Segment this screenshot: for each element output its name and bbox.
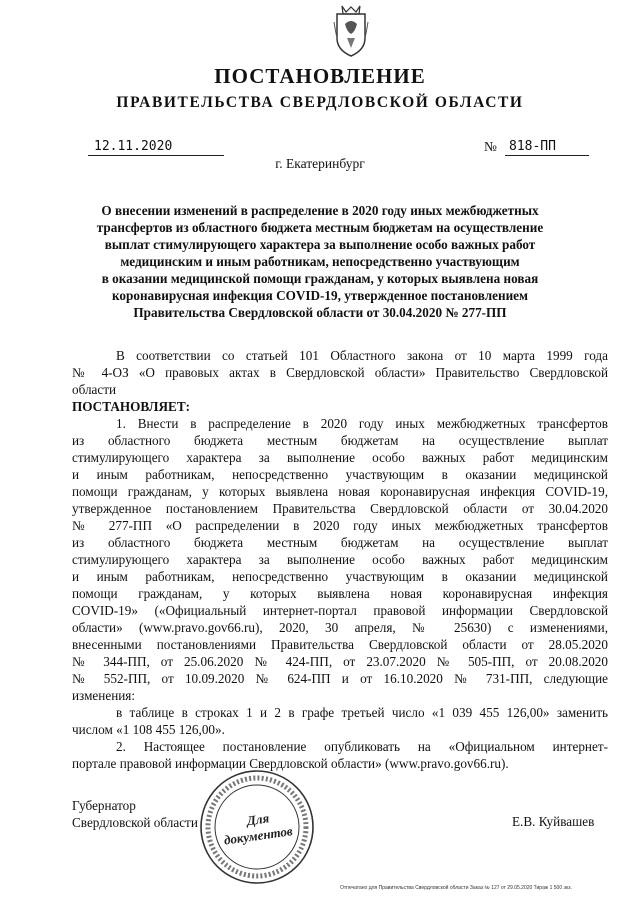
body-line: в таблице в строках 1 и 2 в графе третьей число «1 039 455 126,00» заменить: [116, 705, 608, 720]
body-line: 2. Настоящее постановление опубликовать на «Официальном интернет-: [116, 739, 608, 754]
heading-line: медицинским и иным работникам, непосредственно участвующим: [120, 254, 520, 269]
signatory-position-region: Свердловской области: [72, 815, 198, 830]
body-line: В соответствии со статьей 101 Областного закона от 10 марта 1999 года: [116, 348, 608, 363]
body-line: портале правовой информации Свердловской области» (www.pravo.gov66.ru).: [72, 756, 509, 771]
heading-line: в оказании медицинской помощи гражданам, у которых выявлена новая: [101, 271, 539, 286]
body-line: № 277-ПП «О распределении в 2020 году иных межбюджетных трансфертов: [72, 518, 608, 533]
body-line: стимулирующего характера за выполнение особо важных работ медицинским: [72, 450, 608, 465]
heading-line: О внесении изменений в распределение в 2020 году иных межбюджетных: [101, 203, 539, 218]
body-line: COVID-19» («Официальный интернет-портал правовой информации Свердловской: [72, 603, 608, 618]
body-line: № 344-ПП, от 25.06.2020 № 424-ПП, от 23.07.2020 № 505-ПП, от 20.08.2020: [72, 654, 608, 669]
heading-line: Правительства Свердловской области от 30.04.2020 № 277-ПП: [133, 305, 507, 320]
body-line: № 552-ПП, от 10.09.2020 № 624-ПП и от 16.10.2020 № 731-ПП, следующие: [72, 671, 608, 686]
heading-line: выплат стимулирующего характера за выполнение особо важных работ: [104, 237, 536, 252]
body-line: числом «1 108 455 126,00».: [72, 722, 225, 737]
body-line: утвержденное постановлением Правительства Свердловской области от 30.04.2020: [72, 501, 608, 516]
body-line: области» (www.pravo.gov66.ru), 2020, 30 апреля, № 25630) с изменениями,: [72, 620, 608, 635]
body-line: помощи гражданам, у которых выявлена новая коронавирусная инфекция: [72, 586, 608, 601]
body-line: из областного бюджета местным бюджетам на осуществление выплат: [72, 433, 608, 448]
body-line: внесенными постановлениями Правительства Свердловской области от 28.05.2020: [72, 637, 608, 652]
document-heading: [78, 202, 562, 321]
document-title: ПОСТАНОВЛЕНИЕ: [214, 64, 426, 88]
body-line: из областного бюджета местным бюджетам на осуществление выплат: [72, 535, 608, 550]
signatory-position: Губернатор: [72, 798, 136, 813]
document-date: 12.11.2020: [88, 139, 224, 156]
heading-line: коронавирусная инфекция COVID-19, утвержденное постановлением: [112, 288, 528, 303]
signatory-name: Е.В. Куйвашев: [512, 814, 595, 829]
heading-line: трансфертов из областного бюджета местным бюджетам на осуществление: [96, 220, 544, 235]
document-number: 818-ПП: [505, 139, 589, 156]
body-line: № 4-ОЗ «О правовых актах в Свердловской области» Правительство Свердловской: [72, 365, 608, 380]
body-line: помощи гражданам, у которых выявлена новая коронавирусная инфекция COVID-19,: [72, 484, 608, 499]
body-line: и иным работникам, непосредственно участвующим в оказании медицинской: [72, 467, 608, 482]
resolves-label: ПОСТАНОВЛЯЕТ:: [72, 399, 191, 414]
stamp-text-line1: Для: [245, 810, 270, 829]
body-line: и иным работникам, непосредственно участвующим в оказании медицинской: [72, 569, 608, 584]
body-line: области: [72, 382, 117, 397]
document-city: г. Екатеринбург: [275, 156, 365, 171]
body-line: стимулирующего характера за выполнение особо важных работ медицинским: [72, 552, 608, 567]
document-number-label: №: [484, 139, 497, 154]
issuer-subtitle: ПРАВИТЕЛЬСТВА СВЕРДЛОВСКОЙ ОБЛАСТИ: [116, 94, 524, 111]
stamp-text-line2: документов: [222, 823, 294, 848]
official-seal-stamp: [198, 768, 316, 886]
print-footer-note: Отпечатано для Правительства Свердловской области Заказ № 127 от 29.05.2020 Тираж 1 500 экз.: [340, 885, 572, 891]
coat-of-arms-icon: [333, 4, 369, 58]
body-line: изменения:: [72, 688, 136, 703]
body-line: 1. Внести в распределение в 2020 году иных межбюджетных трансфертов: [116, 416, 608, 431]
